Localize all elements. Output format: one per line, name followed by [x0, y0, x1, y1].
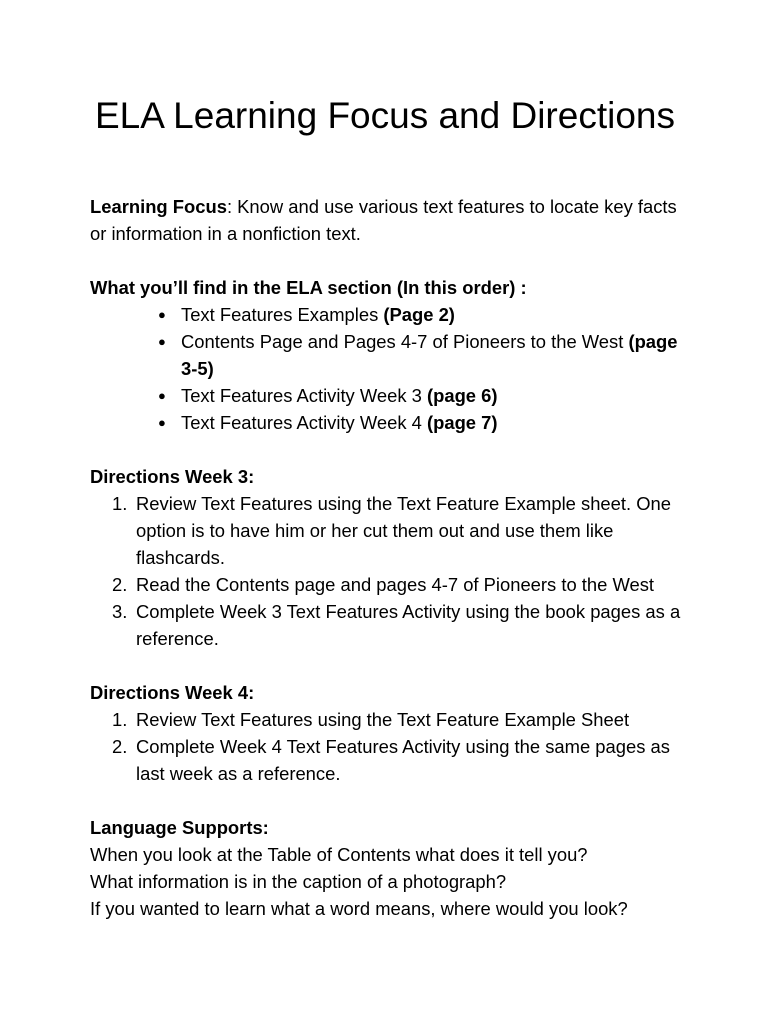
language-question: If you wanted to learn what a word means, where would you look?: [90, 898, 628, 919]
language-question: When you look at the Table of Contents what does it tell you?: [90, 844, 588, 865]
list-item: 2. Complete Week 4 Text Features Activity using the same pages as last week as a reference.: [112, 736, 670, 784]
list-item: 1. Review Text Features using the Text Feature Example sheet. One option is to have him or her cut them out and use them like flashcards.: [112, 493, 671, 568]
week4-heading: Directions Week 4:: [90, 682, 255, 703]
bullet-icon: ●: [158, 415, 166, 430]
section-contents-heading: What you’ll find in the ELA section (In this order) :: [90, 277, 527, 298]
language-question: What information is in the caption of a photograph?: [90, 871, 507, 892]
learning-focus: [90, 193, 690, 247]
bullet-icon: ●: [158, 388, 166, 403]
week3-steps: [90, 490, 690, 652]
list-item: ● Text Features Activity Week 3 (page 6): [90, 382, 690, 409]
learning-focus-label: Learning Focus: [90, 196, 227, 217]
list-item: ● Text Features Activity Week 4 (page 7): [90, 409, 690, 436]
language-supports-heading: Language Supports:: [90, 817, 269, 838]
page-title: ELA Learning Focus and Directions: [94, 95, 675, 136]
bullet-icon: ●: [158, 307, 166, 322]
week3-heading: Directions Week 3:: [90, 466, 255, 487]
list-item: 3. Complete Week 3 Text Features Activity using the book pages as a reference.: [112, 601, 681, 649]
document-body: [90, 193, 690, 922]
list-item: ● Text Features Examples (Page 2): [90, 301, 690, 328]
week4-steps: [90, 706, 690, 787]
list-item: 1. Review Text Features using the Text Feature Example Sheet: [112, 709, 630, 730]
bullet-icon: ●: [158, 334, 166, 349]
list-item: 2. Read the Contents page and pages 4-7 of Pioneers to the West: [112, 574, 655, 595]
list-item: ● Contents Page and Pages 4-7 of Pioneers to the West (page 3-5): [90, 328, 690, 382]
learning-focus-text: : Know and use various text features to locate key facts or information in a nonfiction text.: [90, 196, 677, 244]
section-contents-list: [90, 301, 690, 436]
